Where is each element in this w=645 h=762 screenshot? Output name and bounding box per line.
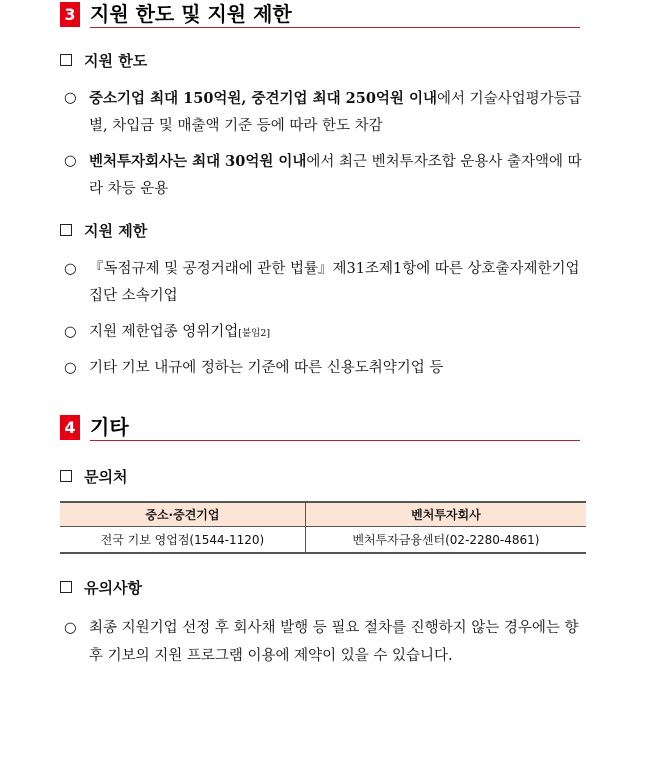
section-underline <box>90 27 580 28</box>
subheading-label: 지원 한도 <box>84 52 148 70</box>
list-item <box>64 355 590 382</box>
circle-bullet-icon: ○ <box>64 153 77 169</box>
subheading-label: 유의사항 <box>84 579 142 597</box>
list-item-text <box>89 319 590 347</box>
list-item <box>64 319 590 347</box>
list-item <box>64 256 590 310</box>
square-bullet-icon <box>60 581 72 593</box>
list-item <box>64 614 590 670</box>
section-title: 지원 한도 및 지원 제한 <box>90 2 292 26</box>
list-item-text: 기타 기보 내규에 정하는 기준에 따른 신용도취약기업 등 <box>89 360 444 376</box>
body-text: 에서 기술사업평가등급별, 차입금 및 매출액 기준 등에 따라 한도 차감 <box>89 91 582 134</box>
contact-table <box>60 501 586 554</box>
subheading-label: 문의처 <box>84 468 128 486</box>
body-text: 에서 최근 벤처투자조합 운용사 출자액에 따라 차등 운용 <box>89 154 582 197</box>
list-item <box>64 148 590 203</box>
column-header: 벤처투자회사 <box>305 502 586 527</box>
square-bullet-icon <box>60 54 72 66</box>
subheading-label: 지원 제한 <box>84 222 148 240</box>
table-header-row <box>60 502 586 527</box>
emphasis-text: 중소기업 최대 150억원, 중견기업 최대 250억원 이내 <box>89 90 437 107</box>
section-4-header <box>60 415 580 441</box>
section-number-badge: 3 <box>60 2 80 27</box>
table-row <box>60 527 586 554</box>
list-item-text: 최종 지원기업 선정 후 회사채 발행 등 필요 절차를 진행하지 않는 경우에는 향후 기보의 지원 프로그램 이용에 제약이 있을 수 있습니다. <box>89 620 579 664</box>
body-text: 지원 제한업종 영위기업 <box>89 324 239 340</box>
subheading-support-restriction <box>60 221 147 241</box>
subheading-contact <box>60 467 127 487</box>
subheading-support-limit <box>60 51 147 71</box>
subheading-notice <box>60 578 142 598</box>
section-underline <box>90 440 580 441</box>
table-cell: 전국 기보 영업점(1544-1120) <box>60 527 305 554</box>
section-title: 기타 <box>90 415 129 439</box>
square-bullet-icon <box>60 470 72 482</box>
list-item-text <box>89 85 590 140</box>
section-3-header <box>60 2 580 28</box>
circle-bullet-icon: ○ <box>64 261 77 277</box>
emphasis-text: 벤처투자회사는 최대 30억원 이내 <box>89 153 307 170</box>
attachment-note: [붙임2] <box>238 328 271 339</box>
circle-bullet-icon: ○ <box>64 324 77 340</box>
list-item-text: 『독점규제 및 공정거래에 관한 법률』제31조제1항에 따른 상호출자제한기업집단 소속기업 <box>89 261 580 304</box>
list-item <box>64 85 590 140</box>
section-number-badge: 4 <box>60 415 80 440</box>
circle-bullet-icon: ○ <box>64 620 77 636</box>
table-cell: 벤처투자금융센터(02-2280-4861) <box>305 527 586 554</box>
circle-bullet-icon: ○ <box>64 90 77 106</box>
circle-bullet-icon: ○ <box>64 360 77 376</box>
list-item-text <box>89 148 590 203</box>
square-bullet-icon <box>60 224 72 236</box>
column-header: 중소·중견기업 <box>60 502 305 527</box>
